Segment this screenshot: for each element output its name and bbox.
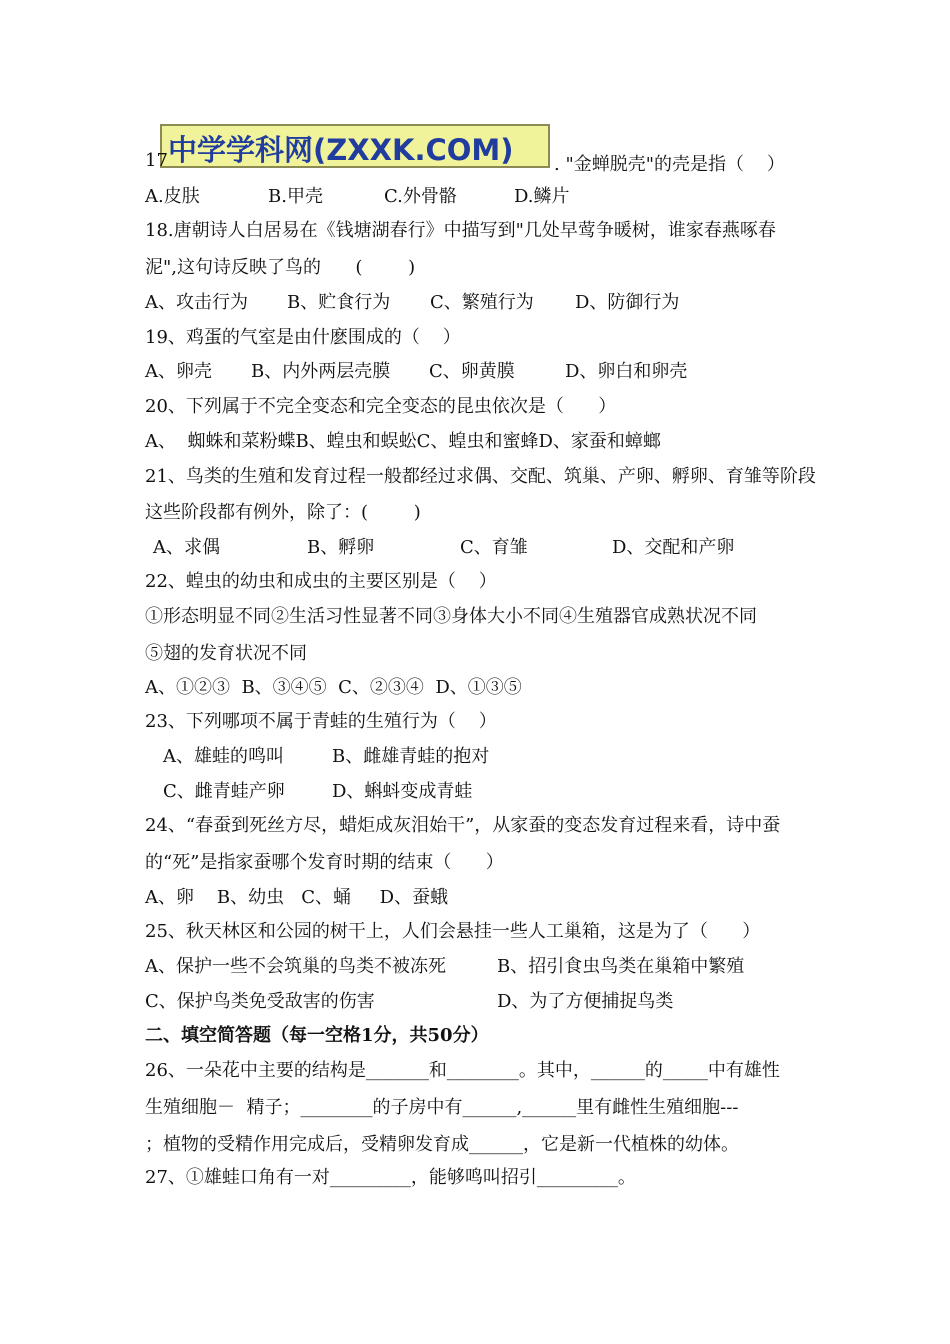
- q23-option-b: B、雌雄青蛙的抱对: [332, 746, 490, 767]
- q18-line-2: 泥",这句诗反映了鸟的 ( ): [145, 257, 416, 278]
- q21-option-d: D、交配和产卵: [612, 537, 735, 558]
- q22-line: 22、蝗虫的幼虫和成虫的主要区别是（ ）: [145, 571, 497, 592]
- q19-option-a: A、卵壳: [145, 361, 212, 382]
- q17-option-a: A.皮肤: [145, 186, 200, 207]
- q21-option-a: A、求偶: [153, 537, 220, 558]
- q18-option-a: A、攻击行为: [145, 292, 248, 313]
- q26-line-1: 26、一朵花中主要的结构是_______和________。其中，______的_____中有雄性: [145, 1060, 780, 1081]
- q18-option-c: C、繁殖行为: [430, 292, 534, 313]
- q23-line: 23、下列哪项不属于青蛙的生殖行为（ ）: [145, 711, 497, 732]
- q17-option-d: D.鳞片: [514, 186, 570, 207]
- q20-line: 20、下列属于不完全变态和完全变态的昆虫依次是（ ）: [145, 396, 617, 417]
- q18-line-1: 18.唐朝诗人白居易在《钱塘湖春行》中描写到"几处早莺争暖树，谁家春燕啄春: [145, 220, 776, 241]
- q24-line-1: 24、“春蚕到死丝方尽，蜡炬成灰泪始干”，从家蚕的变态发育过程来看，诗中蚕: [145, 815, 781, 836]
- q17-text: . "金蝉脱壳"的壳是指（ ）: [554, 154, 785, 175]
- q17-option-c: C.外骨骼: [384, 186, 457, 207]
- q17-number: 17: [145, 150, 168, 171]
- q21-line-1: 21、鸟类的生殖和发育过程一般都经过求偶、交配、筑巢、产卵、孵卵、育雏等阶段: [145, 466, 816, 487]
- q24-line-2: 的“死”是指家蚕哪个发育时期的结束（ ）: [145, 852, 504, 873]
- q27-line: 27、①雄蛙口角有一对_________，能够鸣叫招引_________。: [145, 1167, 636, 1188]
- q21-option-c: C、育雏: [460, 537, 528, 558]
- q23-option-a: A、雄蛙的鸣叫: [163, 746, 284, 767]
- q26-line-2: 生殖细胞－ 精子；________的子房中有______,______里有雌性生殖细胞---: [145, 1097, 739, 1118]
- q19-option-c: C、卵黄膜: [429, 361, 515, 382]
- section-2-title: 二、填空简答题（每一空格1分，共50分）: [145, 1025, 489, 1046]
- q23-option-c: C、雌青蛙产卵: [163, 781, 285, 802]
- q22-items-2: ⑤翅的发育状况不同: [145, 643, 307, 664]
- logo-text: 中学学科网(ZXXK.COM): [168, 133, 514, 167]
- q25-option-b: B、招引食虫鸟类在巢箱中繁殖: [497, 956, 745, 977]
- q24-options: A、卵 B、幼虫 C、蛹 D、蚕蛾: [145, 887, 449, 908]
- q21-line-2: 这些阶段都有例外，除了：( ): [145, 502, 421, 523]
- q22-options: A、①②③ B、③④⑤ C、②③④ D、①③⑤: [145, 677, 522, 698]
- q19-option-b: B、内外两层壳膜: [251, 361, 391, 382]
- q22-items-1: ①形态明显不同②生活习性显著不同③身体大小不同④生殖器官成熟状况不同: [145, 606, 757, 627]
- q23-option-d: D、蝌蚪变成青蛙: [332, 781, 473, 802]
- q19-line: 19、鸡蛋的气室是由什麽围成的（ ）: [145, 327, 461, 348]
- q21-option-b: B、孵卵: [307, 537, 375, 558]
- q25-option-d: D、为了方便捕捉鸟类: [497, 991, 674, 1012]
- q17-option-b: B.甲壳: [268, 186, 323, 207]
- q25-option-a: A、保护一些不会筑巢的鸟类不被冻死: [145, 956, 446, 977]
- q19-option-d: D、卵白和卵壳: [565, 361, 688, 382]
- q18-option-d: D、防御行为: [575, 292, 680, 313]
- q25-line: 25、秋天林区和公园的树干上，人们会悬挂一些人工巢箱，这是为了（ ）: [145, 921, 761, 942]
- zxxk-logo: [160, 124, 550, 168]
- q18-option-b: B、贮食行为: [287, 292, 391, 313]
- q26-line-3: ；植物的受精作用完成后，受精卵发育成______，它是新一代植株的幼体。: [145, 1134, 739, 1155]
- q20-options: A、 蜘蛛和菜粉蝶B、蝗虫和蜈蚣C、蝗虫和蜜蜂D、家蚕和蟑螂: [145, 431, 661, 452]
- q25-option-c: C、保护鸟类免受敌害的伤害: [145, 991, 375, 1012]
